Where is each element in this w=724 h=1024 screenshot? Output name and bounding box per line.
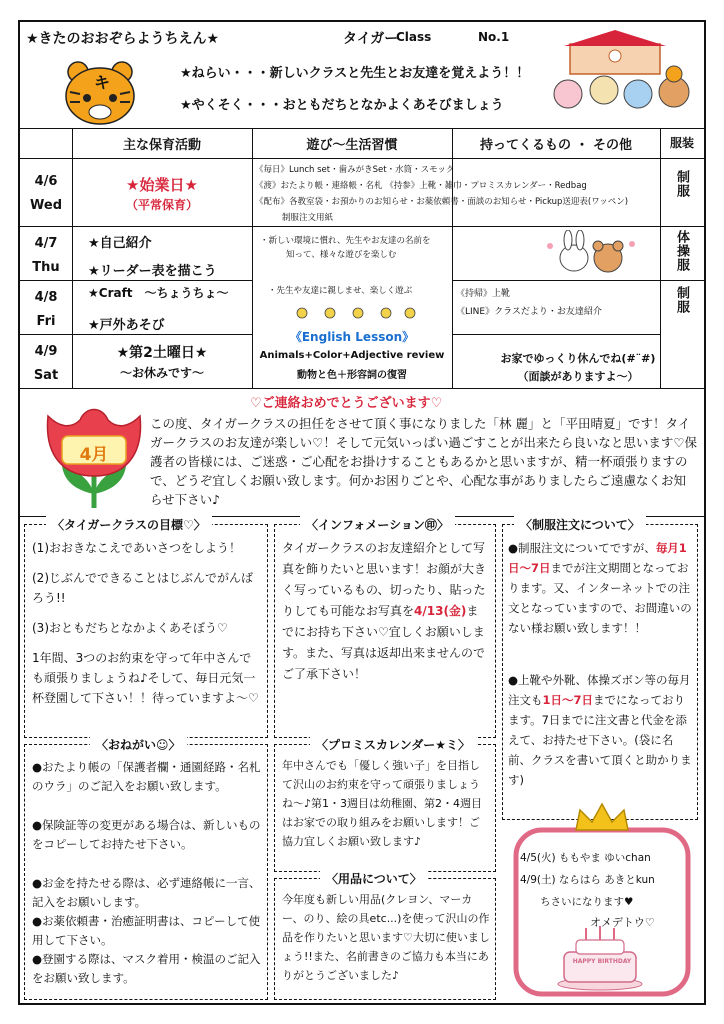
divider [20,158,704,159]
goals-title: 〈タイガークラスの目標♡〉 [46,516,212,533]
school-name: ★きたのおおぞらようちえん★ [26,31,220,47]
row3-activity2: ★戸外あそび [88,318,165,333]
info-text-a: タイガークラスのお友達紹介として写真を飾りたいと思います！お顔が大きく写っているもの、切ったり、貼ったりしても可能なお写真を [282,541,487,618]
row4-day: Sat [33,368,59,383]
promise-calendar-title: 〈プロミスカレンダー★ミ〉 [310,736,476,753]
row3-day: Fri [36,314,56,329]
info-title: 〈インフォメーション㊞〉 [300,516,455,533]
col-header-bring: 持ってくるもの ・ その他 [479,138,633,153]
promise-calendar-text: 年中さんでも「優しく強い子」を目指して沢山のお約束を守って頑張りましょうね～♪第1・3週目は幼稚園、第2・4週目はお家での取り組みをお願いします！ご協力宜しくお願い致します♪ [282,759,483,848]
divider [20,226,704,227]
uniform-p1-red: 毎月1日～7日 [508,541,687,575]
goals-item: (3)おともだちとなかよくあそぼう♡ [32,621,228,635]
promise-text: ★やくそく・・・おともだちとなかよくあそびましょう [180,98,504,113]
row4-activity: ★第2土曜日★ [116,345,208,361]
uniform-p2-b: までになっております。7日までに注文書と代金を添えて、お持たせ下さい。(袋に名前、クラスを書いて頂くと助かります) [508,693,692,787]
uniform-p2-a: ●上靴や外靴、体操ズボン等の毎月注文も [508,673,691,707]
uniform-p1 [508,538,692,638]
divider [20,128,704,129]
intro-text: この度、タイガークラスの担任をさせて頂く事になりました「林 麗」と「平田晴夏」です！タイガークラスのお友達が楽しい♡！そして元気いっぱい過ごすことが出来たら良いなと思います♡保護者の皆様には、ご迷惑・ご心配をお掛けすることもあるかと思いますが、精一杯頑張りますので、どうぞ宜しくお願い致します。何かお困りごとや、心配な事がありましたらご遠慮なくお知らせ下さい♪ [150,416,698,507]
divider [20,280,252,281]
lesson-line: Animals+Color+Adjective review [259,350,445,361]
issue-number: No.1 [478,30,510,44]
request-item: ●お金を持たせる際は、必ず連絡帳に一言、記入をお願いします。 [32,876,261,909]
cake-label: HAPPY BIRTHDAY [572,958,632,965]
col-header-play: 遊び～生活習慣 [306,138,398,153]
goals-item: (1)おおきなこえであいさつをしよう！ [32,541,241,555]
row2-day: Thu [32,260,60,275]
divider [452,280,704,281]
month-label: 4月 [79,445,109,465]
request-title: 〈おねがい☺〉 [90,736,187,753]
request-item: ●登園する際は、マスク着用・検温のご記入をお願い致します。 [32,952,261,985]
newsletter-page [18,20,706,1005]
goals-text: 1年間、3つのお約束を守って年中さんでも頑張りましょうね♪そして、毎日元気一杯登園して下さい！！待っていますよ～♡ [32,651,259,705]
uniform-p2-red: 1日～7日 [542,693,594,707]
col-header-clothing: 服装 [669,136,694,150]
row1-item: 制服注文用紙 [282,213,334,223]
play-line: ・新しい環境に慣れ、先生やお友達の名前を [260,236,431,246]
butterfly-icon [290,302,420,324]
birthday-line: ちさいになります♥ [540,896,634,908]
class-name: タイガー [343,31,399,47]
birthday-line: 4/9(土) ならはら あきとkun [520,874,655,886]
row4-activity2: ～お休みです～ [119,366,204,380]
uniform-p1-b: までが注文期間となっております。又、インターネットでの注文となっていますので、お間違いのない様お願い致します！！ [508,561,692,635]
supplies-title: 〈用品について〉 [320,870,428,887]
aim-text: ★ねらい・・・新しいクラスと先生とお友達を覚えよう！！ [180,66,530,81]
lesson-title: 《English Lesson》 [289,330,415,344]
row1-day: Wed [30,198,62,213]
row4-note: お家でゆっくり休んでね(#¨#) [500,352,656,365]
row1-date: 4/6 [34,174,58,189]
rabbit-bear-icon [544,230,640,276]
row4-note2: （面談がありますよ～） [517,370,639,383]
row1-clothing: 制服 [674,170,689,198]
row3-item: 《LINE》クラスだより・お友達紹介 [456,307,602,317]
row1-item: 《毎日》Lunch set・歯みがきSet・水筒・スモック [255,165,455,175]
divider [20,334,252,335]
divider [660,128,661,388]
lesson-line: 動物と色＋形容詞の復習 [297,370,407,381]
divider [452,334,660,335]
row3-date: 4/8 [34,290,58,305]
row2-date: 4/7 [34,236,58,251]
col-header-activity: 主な保育活動 [122,138,201,153]
divider [252,128,253,388]
play-line: ・先生や友達に親しませ、楽しく遊ぶ [268,286,413,296]
row3-clothing: 制服 [674,286,689,314]
row3-item: 《持帰》上靴 [456,289,511,299]
row1-item: 《渡》おたより帳・連絡帳・名札 《持参》上靴・雑巾・プロミスカレンダー・Redbag [255,181,587,191]
row1-activity: ★始業日★ [126,176,198,194]
birthday-line: オメデトウ♡ [590,916,655,929]
intro-title: ♡ご連絡おめでとうございます♡ [250,396,443,411]
row2-activity: ★自己紹介 [88,236,152,251]
class-word: Class [396,30,432,44]
request-item: ●お薬依頼書・治癒証明書は、コピーして使用して下さい。 [32,914,261,947]
tiger-forehead-mark: キ [94,73,111,92]
uniform-p2 [508,670,692,790]
supplies-text: 今年度も新しい用品(クレヨン、マーカー、のり、絵の具etc...)を使って沢山の作品を作りたいと思います♡大切に使いましょう!!また、名前書きのご協力も本当にありがとうございました♪ [282,893,490,982]
row2-activity2: ★リーダー表を描こう [88,264,217,279]
play-line: 知って、様々な遊びを楽しむ [286,250,397,260]
tiger-icon [60,58,140,128]
row4-date: 4/9 [34,344,58,359]
row3-activity: ★Craft ～ちょうちょ～ [88,286,229,300]
info-text [282,538,490,685]
row1-item: 《配布》各教室袋・お預かりのお知らせ・お薬依頼書・面談のお知らせ・Pickup送迎表(ワッペン) [255,197,629,207]
row2-clothing: 体操服 [674,230,689,272]
info-date: 4/13(金) [414,604,467,618]
divider [20,388,704,389]
request-item: ●おたより帳の「保護者欄・通園経路・名札のウラ」のご記入をお願い致します。 [32,760,261,793]
request-item: ●保険証等の変更がある場合は、新しいものをコピーしてお持たせ下さい。 [32,818,261,851]
info-text-b: までにお持ち下さい♡宜しくお願いします。また、写真は返却出来ませんのでご了承下さい！ [282,604,486,681]
row1-note: （平常保育） [125,198,198,212]
uniform-title: 〈制服注文について〉 [514,516,646,533]
uniform-p1-a: ●制服注文についてですが、 [508,541,656,555]
birthday-line: 4/5(火) ももやま ゆいchan [520,852,651,864]
school-animals-icon [548,30,698,126]
goals-item: (2)じぶんでできることはじぶんでがんばろう!! [32,571,253,605]
